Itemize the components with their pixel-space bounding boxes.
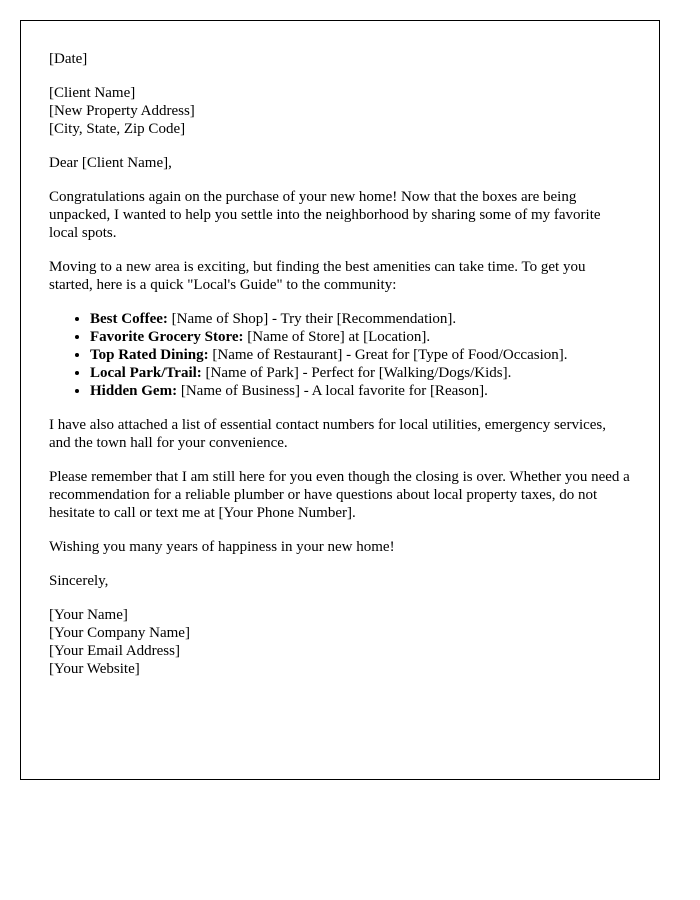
list-item-text: [Name of Store] at [Location]. (243, 329, 431, 345)
list-item-text: [Name of Shop] - Try their [Recommendation]. (167, 311, 457, 327)
list-item-label: Best Coffee: (90, 311, 168, 327)
list-item (90, 310, 631, 328)
list-item (90, 346, 631, 364)
sign-off: Sincerely, (49, 573, 109, 589)
letter-page (20, 20, 660, 780)
sender-name: [Your Name] (49, 607, 128, 623)
sender-company: [Your Company Name] (49, 625, 190, 641)
contact-paragraph: Please remember that I am still here for you even though the closing is over. Whether you need a recommendation for a reliable plumber or have questions about local property taxes, do not hesitate to call or text me at [Your Phone Number]. (49, 469, 630, 521)
list-item-label: Hidden Gem: (90, 383, 178, 399)
salutation: Dear [Client Name], (49, 155, 172, 171)
list-item (90, 382, 631, 400)
list-item (90, 364, 631, 382)
recipient-name: [Client Name] (49, 85, 136, 101)
date-text: [Date] (49, 51, 88, 67)
list-item-text: [Name of Business] - A local favorite for [Reason]. (177, 383, 488, 399)
sender-email: [Your Email Address] (49, 643, 180, 659)
date-line (49, 50, 631, 68)
list-item-label: Top Rated Dining: (90, 347, 209, 363)
wishes-paragraph: Wishing you many years of happiness in your new home! (49, 539, 395, 555)
recipient-address-block (49, 84, 631, 138)
list-item-text: [Name of Park] - Perfect for [Walking/Dogs/Kids]. (201, 365, 512, 381)
list-item-label: Local Park/Trail: (90, 365, 202, 381)
list-item-text: [Name of Restaurant] - Great for [Type of Food/Occasion]. (208, 347, 568, 363)
local-guide-list (49, 310, 631, 400)
attachment-paragraph: I have also attached a list of essential contact numbers for local utilities, emergency services, and the town hall for your convenience. (49, 417, 607, 451)
intro-paragraph: Congratulations again on the purchase of your new home! Now that the boxes are being unpacked, I wanted to help you settle into the neighborhood by sharing some of my favorite local spots. (49, 189, 601, 241)
recipient-city-state-zip: [City, State, Zip Code] (49, 121, 186, 137)
list-item-label: Favorite Grocery Store: (90, 329, 244, 345)
sender-website: [Your Website] (49, 661, 140, 677)
recipient-address: [New Property Address] (49, 103, 195, 119)
sender-signature-block (49, 606, 631, 678)
list-item (90, 328, 631, 346)
guide-intro-paragraph: Moving to a new area is exciting, but finding the best amenities can take time. To get you started, here is a quick "Local's Guide" to the community: (49, 259, 586, 293)
